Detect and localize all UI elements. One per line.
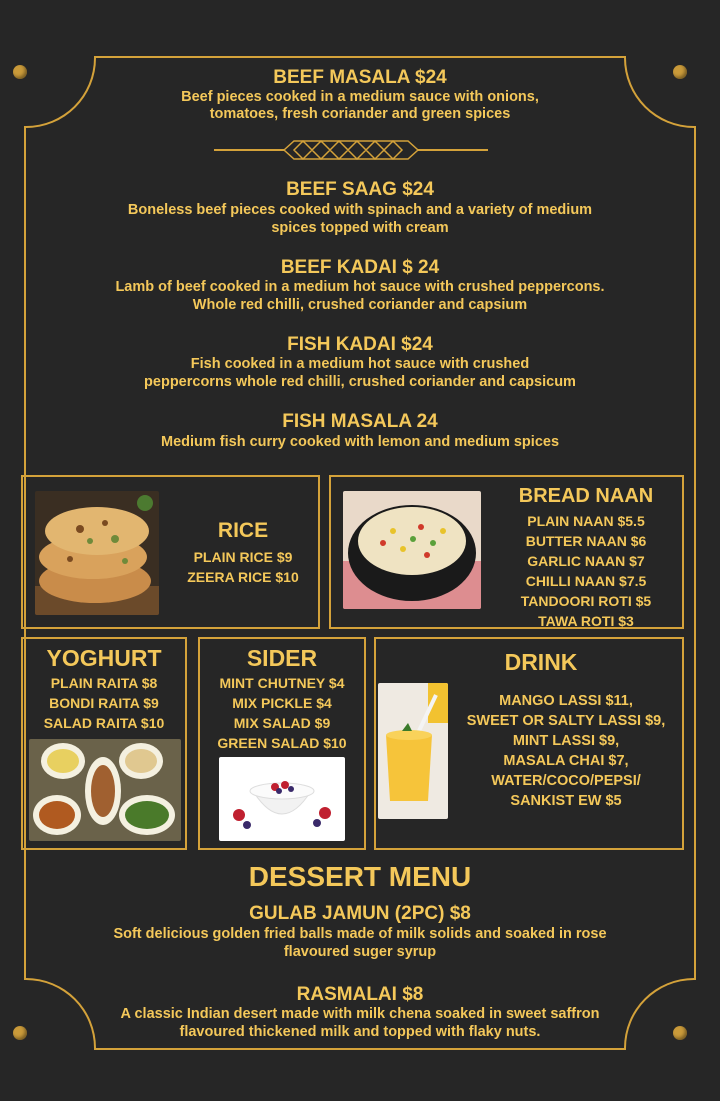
dish-title: FISH KADAI $24 (287, 334, 433, 355)
dish-desc: Beef pieces cooked in a medium sauce with onions, (181, 89, 539, 105)
section-title: RICE (217, 519, 269, 542)
rice-list (163, 547, 323, 587)
dessert-item-desc: flavoured suger syrup (283, 944, 437, 960)
drink-section (374, 637, 684, 850)
dessert-item-title: GULAB JAMUN (2PC) $8 (249, 903, 471, 924)
yogurt-berries-image (219, 757, 345, 841)
dessert-item-desc: flavoured thickened milk and topped with flaky nuts. (179, 1024, 541, 1040)
naan-bread-image (35, 491, 159, 615)
menu-item: BONDI RAITA $9 (49, 695, 159, 711)
sider-section (198, 637, 366, 850)
dish-desc: peppercorns whole red chilli, crushed coriander and capsicum (144, 374, 576, 390)
section-title: BREAD NAAN (518, 485, 654, 507)
platter-image (29, 739, 181, 841)
dish-desc: Boneless beef pieces cooked with spinach and a variety of medium (127, 202, 593, 218)
rice-section (21, 475, 320, 629)
menu-item: GARLIC NAAN $7 (527, 553, 645, 569)
section-title: YOGHURT (46, 645, 162, 671)
menu-item: CHILLI NAAN $7.5 (525, 573, 647, 589)
menu-item: SWEET OR SALTY LASSI $9, (466, 713, 666, 729)
section-title: SIDER (246, 645, 318, 671)
dish-desc: Lamb of beef cooked in a medium hot sauce with crushed peppercons. (115, 279, 605, 295)
mango-lassi-image (378, 683, 448, 819)
menu-item: MINT CHUTNEY $4 (219, 675, 345, 691)
dish-desc: spices topped with cream (271, 220, 449, 236)
yoghurt-section (21, 637, 187, 850)
dish-title: BEEF MASALA $24 (273, 67, 447, 88)
menu-item: PLAIN NAAN $5.5 (527, 513, 645, 529)
section-title: DRINK (504, 649, 578, 675)
menu-item: TAWA ROTI $3 (538, 613, 634, 629)
dish-title: FISH MASALA 24 (282, 411, 438, 432)
sider-list (200, 673, 364, 753)
menu-item: BUTTER NAAN $6 (525, 533, 647, 549)
ornament-divider-icon (214, 140, 488, 160)
menu-item: PLAIN RICE $9 (193, 549, 293, 565)
menu-item: ZEERA RICE $10 (187, 569, 299, 585)
dish-desc: tomatoes, fresh coriander and green spices (209, 106, 511, 122)
dish-desc: Fish cooked in a medium hot sauce with crushed (190, 356, 530, 372)
dessert-item-desc: Soft delicious golden fried balls made of milk solids and soaked in rose (113, 926, 607, 942)
bread-section (329, 475, 684, 629)
bread-list (491, 511, 681, 631)
menu-item: MIX PICKLE $4 (232, 695, 332, 711)
menu-item: MINT LASSI $9, (512, 733, 620, 749)
menu-item: MASALA CHAI $7, (503, 753, 629, 769)
dish-desc: Whole red chilli, crushed coriander and capsium (192, 297, 528, 313)
menu-item: TANDOORI ROTI $5 (520, 593, 652, 609)
menu-item: MIX SALAD $9 (233, 715, 331, 731)
dessert-item-desc: A classic Indian desert made with milk chena soaked in sweet saffron (120, 1006, 600, 1022)
rice-bowl-image (343, 491, 481, 609)
menu-item: GREEN SALAD $10 (217, 735, 347, 751)
drink-list (450, 691, 682, 811)
dish-title: BEEF KADAI $ 24 (280, 257, 440, 278)
dish-title: BEEF SAAG $24 (286, 179, 434, 200)
menu-item: SANKIST EW $5 (510, 793, 622, 809)
dessert-title: DESSERT MENU (248, 861, 472, 892)
dish-desc: Medium fish curry cooked with lemon and medium spices (160, 434, 560, 450)
menu-item: PLAIN RAITA $8 (50, 675, 158, 691)
menu-item: WATER/COCO/PEPSI/ (491, 773, 641, 789)
menu-item: MANGO LASSI $11, (499, 693, 633, 709)
yoghurt-list (23, 673, 185, 733)
menu-item: SALAD RAITA $10 (43, 715, 165, 731)
dessert-item-title: RASMALAI $8 (296, 984, 424, 1005)
